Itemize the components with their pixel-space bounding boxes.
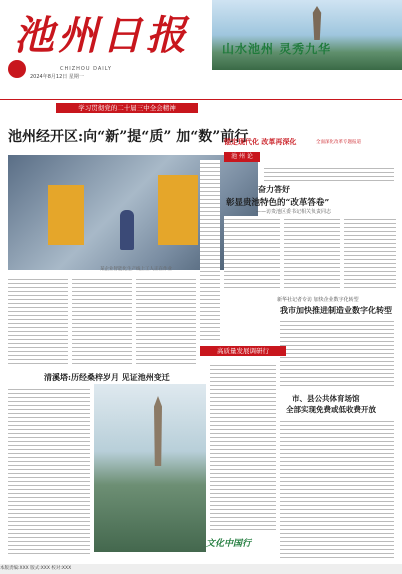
sidebar-subtitle: ——访贵池区委书记相关负责同志 — [256, 209, 332, 215]
article-column — [210, 362, 276, 532]
robot-arm-shape — [48, 185, 84, 245]
newspaper-title: 池州日报 — [14, 12, 190, 59]
logo-icon — [8, 60, 26, 78]
special-report-sub: 全面深化改革专题报道 — [316, 140, 361, 145]
story-kicker: 新华社记者专访 加快企业数字化转型 — [277, 297, 359, 303]
pagoda-photo — [94, 384, 206, 552]
title-pinyin: CHIZHOU DAILY — [60, 66, 112, 72]
article-column — [280, 318, 394, 388]
section-tag: 高质量发展调研行 — [200, 346, 286, 356]
culture-logo: 文化中国行 — [206, 539, 252, 549]
article-column — [344, 216, 396, 290]
article-column — [136, 276, 196, 366]
story-headline: 市、县公共体育场馆 — [292, 394, 360, 403]
sidebar-title-a: 奋力答好 — [258, 184, 290, 194]
article-column — [72, 276, 132, 366]
theme-ribbon: 学习贯彻党的二十届三中全会精神 — [56, 103, 198, 113]
photo-caption: 某企业智能化生产线上工人正在作业 — [100, 267, 172, 272]
article-column — [284, 216, 340, 290]
special-report-head: 锚定现代化 改革再深化 — [224, 138, 297, 146]
article-column — [8, 386, 90, 556]
factory-photo — [8, 155, 258, 270]
article-column — [264, 165, 394, 181]
story-headline: 全部实现免费或低收费开放 — [286, 405, 376, 414]
scenery-banner-image — [212, 0, 402, 70]
article-column — [280, 418, 394, 558]
column-tag: 池 州 论 — [224, 152, 260, 162]
lead-headline: 池州经开区:向“新”提“质” 加“数”前行 — [8, 129, 249, 145]
masthead — [0, 0, 402, 98]
article-column — [8, 276, 68, 366]
issue-date: 2024年8月12日 星期一 — [30, 74, 84, 80]
story-headline: 我市加快推进制造业数字化转型 — [280, 305, 392, 315]
worker-shape — [120, 210, 134, 250]
article-column — [224, 216, 280, 290]
page-footer: 本版责编:XXX 版式:XXX 校对:XXX — [0, 564, 402, 574]
robot-arm-shape — [158, 175, 198, 245]
banner-slogan: 山水池州 灵秀九华 — [222, 42, 332, 56]
feature-headline: 清溪塔:历经桑梓岁月 见证池州变迁 — [44, 372, 170, 382]
article-column — [200, 160, 220, 340]
sidebar-title-b: 彰显贵池特色的“改革答卷” — [226, 198, 330, 208]
divider — [0, 99, 402, 100]
